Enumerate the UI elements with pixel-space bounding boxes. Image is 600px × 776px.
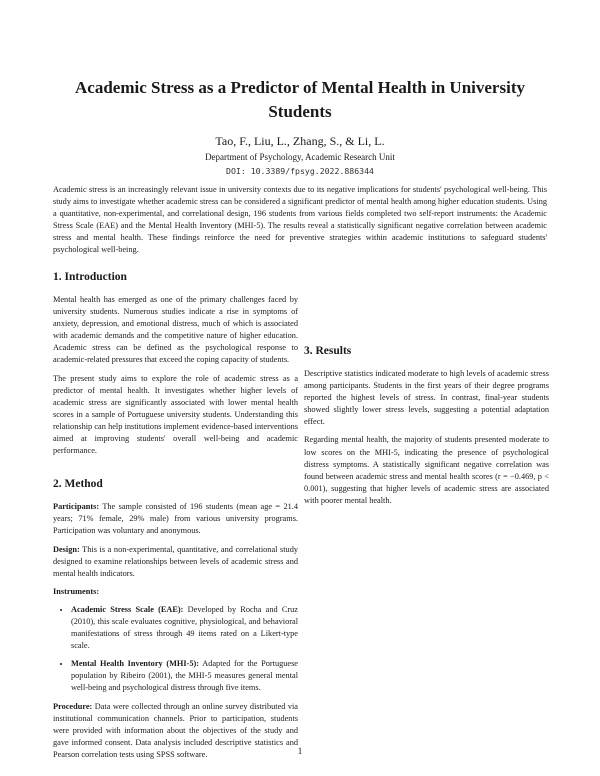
- section-spacer: [53, 463, 298, 477]
- instrument-item-eae: [71, 604, 298, 652]
- design-label: Design:: [53, 544, 80, 554]
- eae-text: Developed by Rocha and Cruz (2010), this scale evaluates cognitive, physiological, and behavioral manifestations of stress through 49 items rated on a Likert-type scale.: [71, 604, 298, 651]
- affiliation: Department of Psychology, Academic Research Unit: [205, 152, 395, 162]
- mhi-label: Mental Health Inventory (MHI-5):: [71, 659, 200, 669]
- abstract: Academic stress is an increasingly relevant issue in university contexts due to its negative implications for students' psychological well-being. This study aims to investigate whether academic stress can be considered a significant predictor of mental health among higher education students. Using a quantitative, non-experimental, and correlational design, 196 students from various fields completed two self-report instruments: the Academic Stress Scale (EAE) and the Mental Health Inventory (MHI-5). The results reveal a statistically significant negative correlation between academic stress and mental health. These findings reinforce the need for preventive strategies within academic institutions to safeguard students' psychological well-being.: [53, 185, 547, 255]
- intro-paragraph-2: The present study aims to explore the role of academic stress as a predictor of mental health. It investigates whether higher levels of academic stress are significantly associated with lower mental health scores in a sample of Portuguese university students. Understanding this relationship can help institutions implement evidence-based interventions aimed at improving students' overall well-being and academic performance.: [53, 373, 298, 456]
- instruments-label: Instruments:: [53, 586, 100, 596]
- procedure-paragraph: [53, 701, 298, 759]
- design-paragraph: [53, 544, 298, 580]
- participants-text: The sample consisted of 196 students (mean age = 21.4 years; 71% female, 29% male) from various university programs. Participation was voluntary and anonymous.: [53, 502, 298, 536]
- method-heading: 2. Method: [53, 478, 103, 491]
- procedure-continuation-space: [304, 270, 549, 330]
- section-spacer: [304, 330, 549, 344]
- doi: DOI: 10.3389/fpsyg.2022.886344: [226, 166, 374, 176]
- left-column: [53, 270, 298, 759]
- instrument-item-mhi: [71, 658, 298, 694]
- page-number: 1: [297, 746, 303, 756]
- instruments-list: [53, 604, 298, 695]
- paper-title: Academic Stress as a Predictor of Mental Health in University Students: [75, 78, 525, 121]
- intro-heading: 1. Introduction: [53, 271, 127, 283]
- procedure-text: Data were collected through an online survey distributed via institutional communication channels. Prior to participation, students were provided with information about the objectives of the study and gave informed consent. Data analysis included descriptive statistics and Pearson correlation tests using SPSS software.: [53, 701, 298, 759]
- intro-paragraph-1: Mental health has emerged as one of the primary challenges faced by university students. Numerous studies indicate a rise in symptoms of anxiety, depression, and emotional distress, much of which is associated with academic demands and the competitive nature of higher education. Academic stress can be defined as the psychological response to academic-related pressures that exceed the coping capacity of students.: [53, 295, 298, 365]
- mhi-text: Adapted for the Portuguese population by Ribeiro (2001), the MHI-5 measures general mental well-being and psychological distress through five items.: [71, 659, 298, 693]
- eae-label: Academic Stress Scale (EAE):: [71, 604, 184, 614]
- results-paragraph-2: Regarding mental health, the majority of students presented moderate to low scores on the MHI-5, indicating the presence of psychological distress symptoms. A statistically significant negative correlation was found between academic stress and mental health scores (r = −0.469, p < 0.001), suggesting that higher levels of academic stress are associated with poorer mental health.: [304, 435, 549, 505]
- authors: Tao, F., Liu, L., Zhang, S., & Li, L.: [215, 134, 385, 148]
- right-column: [304, 270, 549, 513]
- procedure-label: Procedure:: [53, 701, 93, 711]
- results-heading: 3. Results: [304, 345, 352, 357]
- participants-paragraph: [53, 501, 298, 537]
- participants-label: Participants:: [53, 502, 100, 512]
- instruments-heading: [53, 586, 298, 598]
- design-text: This is a non-experimental, quantitative, and correlational study designed to examine relationships between levels of academic stress and mental health indicators.: [53, 544, 298, 578]
- results-paragraph-1: Descriptive statistics indicated moderate to high levels of academic stress among participants. Students in the first years of their degree programs reported the highest levels of stress. In contrast, final-year students showed slightly lower stress levels, suggesting a potential adaptation effect.: [304, 369, 549, 427]
